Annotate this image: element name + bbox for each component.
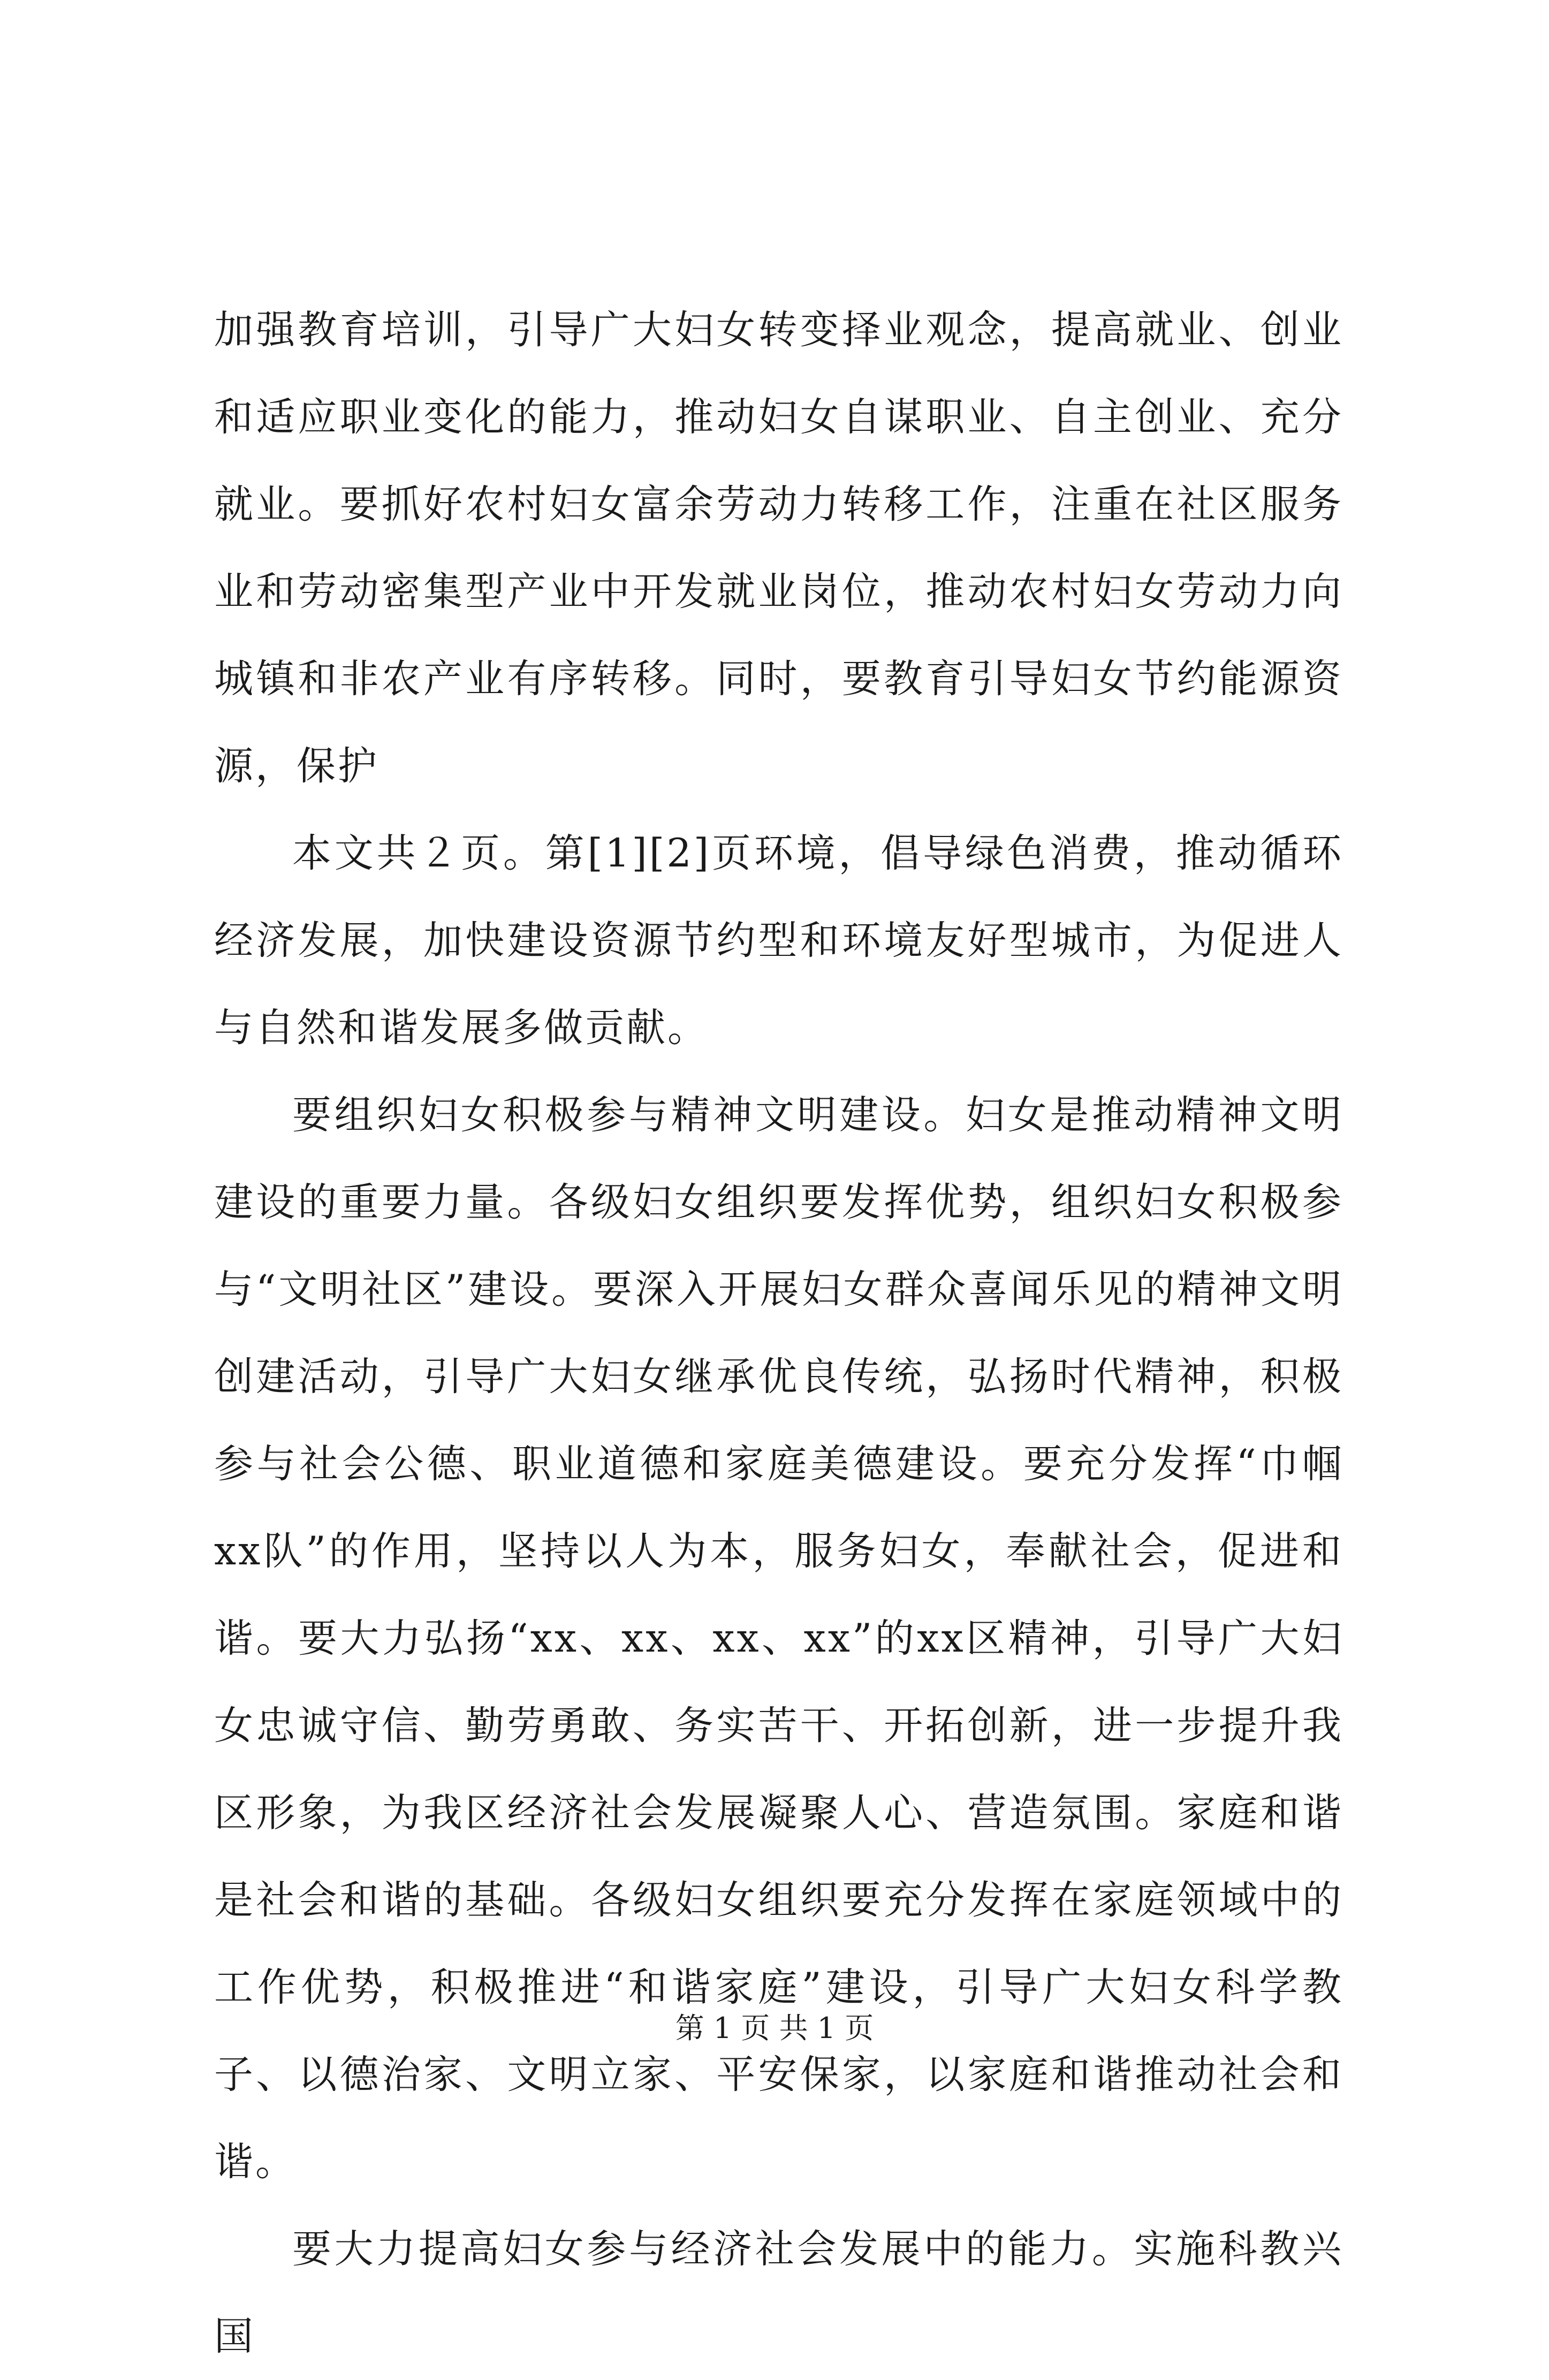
paragraph-4: 要大力提高妇女参与经济社会发展中的能力。实施科教兴国 — [214, 2226, 1343, 2359]
paragraph-3: 要组织妇女积极参与精神文明建设。妇女是推动精神文明建设的重要力量。各级妇女组织要发挥优势，组织妇女积极参与“文明社区”建设。要深入开展妇女群众喜闻乐见的精神文明创建活动，引导广大妇女继承优良传统，弘扬时代精神，积极参与社会公德、职业道德和家庭美德建设。要充分发挥“巾帼xx队”的作用，坚持以人为本，服务妇女，奉献社会，促进和谐。要大力弘扬“xx、xx、xx、xx”的xx区精神，引导广大妇女忠诚守信、勤劳勇敢、务实苦干、开拓创新，进一步提升我区形象，为我区经济社会发展凝聚人心、营造氛围。家庭和谐是社会和谐的基础。各级妇女组织要充分发挥在家庭领域中的工作优势，积极推进“和谐家庭”建设，引导广大妇女科学教子、以德治家、文明立家、平安保家，以家庭和谐推动社会和谐。 — [214, 1092, 1343, 2185]
paragraph-1: 加强教育培训，引导广大妇女转变择业观念，提高就业、创业和适应职业变化的能力，推动妇女自谋职业、自主创业、充分就业。要抓好农村妇女富余劳动力转移工作，注重在社区服务业和劳动密集型产业中开发就业岗位，推动农村妇女劳动力向城镇和非农产业有序转移。同时，要教育引导妇女节约能源资源，保护 — [214, 307, 1343, 789]
document-body — [214, 286, 1343, 2380]
page-footer: 第 1 页 共 1 页 — [675, 2011, 874, 2045]
paragraph-2: 本文共２页。第[1][2]页环境，倡导绿色消费，推动循环经济发展，加快建设资源节约型和环境友好型城市，为促进人与自然和谐发展多做贡献。 — [214, 831, 1343, 1051]
